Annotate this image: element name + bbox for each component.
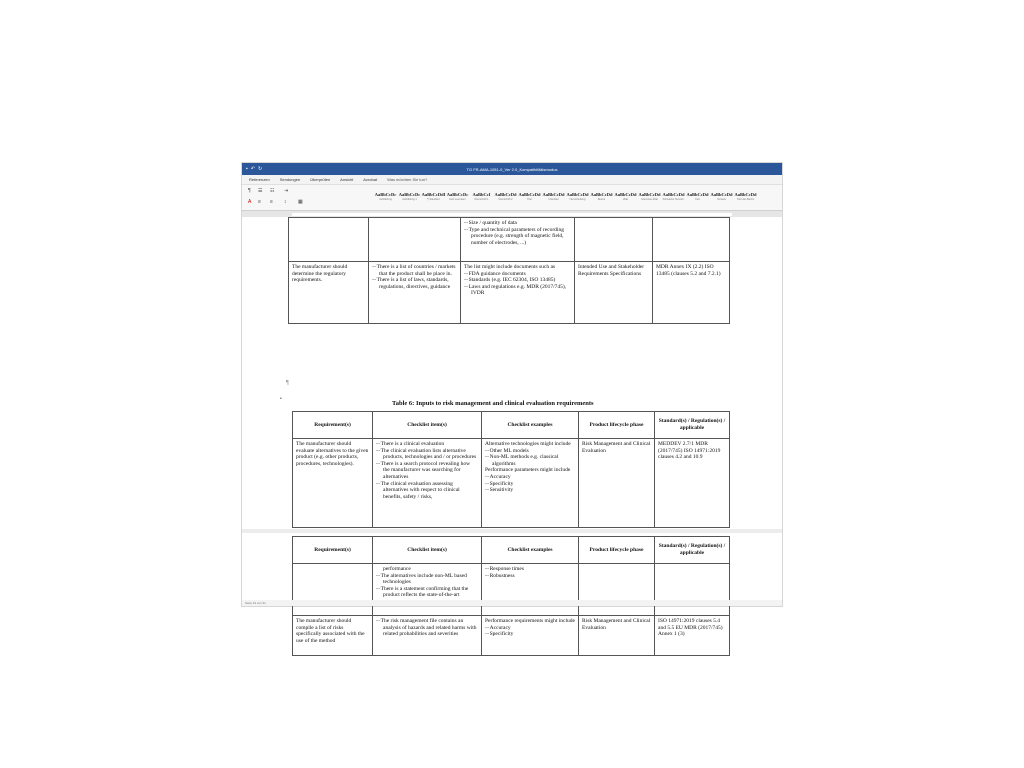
list-item: –·Accuracy	[485, 624, 511, 631]
list-item: –·Standards (e.g. IEC 62304, ISO 13485)	[464, 277, 556, 284]
cell	[293, 564, 373, 616]
header-checklist-items: Checklist item(s)	[373, 537, 482, 564]
cell	[575, 218, 653, 262]
table-row	[293, 439, 730, 528]
header-checklist-examples: Checklist examples	[482, 412, 579, 439]
list-item: –·There is a list of laws, standards, regulations, directives, guidance	[372, 277, 451, 290]
phase-cell: Risk Management and Clinical Evaluation	[579, 439, 655, 528]
style-swatch[interactable]	[446, 188, 469, 205]
header-lifecycle-phase: Product lifecycle phase	[579, 412, 655, 439]
requirement-cell: The manufacturer should determine the regulatory requirements.	[289, 262, 369, 324]
table-row	[293, 564, 730, 616]
table-header-row	[293, 412, 730, 439]
header-requirement: Requirement(s)	[293, 537, 373, 564]
style-preview: AaBbCcDd	[710, 191, 733, 197]
style-swatch[interactable]	[590, 188, 613, 205]
style-swatch[interactable]	[710, 188, 733, 205]
list-item: –·The risk management file contains an analysis of hazards and related harms with related probabilities and severities	[376, 618, 477, 638]
cell	[461, 218, 575, 262]
style-preview: AaBbCcDc	[374, 191, 397, 197]
list-item: –·There is a statement confirming that the product reflects the state-of-the-art	[376, 585, 469, 599]
cell	[655, 564, 730, 616]
status-bar: Seite 23 von 31	[242, 600, 782, 606]
style-name: Titel des Buchs	[737, 197, 754, 201]
style-swatch[interactable]	[422, 188, 445, 205]
table-caption: Table 6: Inputs to risk management and clinical evaluation requirements	[392, 400, 594, 407]
list-item: –·Non-ML methods e.g. classical algorithms	[485, 454, 559, 467]
ribbon-tab-tell-me[interactable]: Was möchten Sie tun?	[387, 177, 428, 182]
window-title: TG FR-AMA-1051-0_Ver 2.0_Kompatibilitätsmodus	[466, 166, 558, 172]
list-item: –·Type and technical parameters of recording procedure (e.g. strength of magnetic field, number of electrodes, ...)	[464, 226, 564, 246]
examples-intro: Alternative technologies might include	[485, 441, 571, 447]
ribbon-tab-acrobat[interactable]: Acrobat	[363, 177, 378, 182]
bullets-icon[interactable]: ☰	[258, 188, 263, 194]
bullet-mark: •	[280, 397, 282, 402]
table-header-row	[293, 537, 730, 564]
style-name: Hervorhebung	[569, 197, 586, 201]
table-row	[289, 218, 730, 262]
header-requirement: Requirement(s)	[293, 412, 373, 439]
list-item: –·Specificity	[485, 480, 514, 487]
phase-cell: Intended Use and Stakeholder Requirements Specifications	[575, 262, 653, 324]
style-name: ¶ Standard	[427, 197, 440, 201]
header-standards: Standard(s) / Regulation(s) / applicable	[655, 537, 730, 564]
style-name: Kein Leerraum	[449, 197, 466, 201]
style-swatch[interactable]	[470, 188, 493, 205]
style-name: Überschrift 2	[498, 197, 513, 201]
style-preview: AaBbCcI	[472, 191, 491, 197]
table-row	[293, 616, 730, 656]
align-center-icon[interactable]: ≡	[270, 199, 273, 205]
line-spacing-icon[interactable]: ↕	[284, 199, 287, 205]
style-preview: AaBbCcDd	[542, 191, 565, 197]
style-preview: AaBbCcDd	[734, 191, 757, 197]
style-preview: AaBbCcDd	[566, 191, 589, 197]
list-item: –·Size / quantity of data	[464, 220, 517, 226]
pilcrow-mark: ¶	[286, 380, 289, 386]
table-requirements-top	[288, 217, 730, 324]
examples-cell	[482, 616, 579, 656]
list-item: –·Response times	[485, 566, 524, 572]
redo-icon[interactable]: ↻	[257, 166, 263, 172]
checklist-cell	[369, 262, 461, 324]
cell	[369, 218, 461, 262]
standards-cell: MDR Annex IX (2.2) ISO 13485 (clauses 5.2 and 7.2.1)	[653, 262, 730, 324]
style-name: Überschrift 1	[474, 197, 489, 201]
examples-cell	[461, 262, 575, 324]
list-item: –·Sensitivity	[485, 487, 514, 494]
style-name: Intensives Zitat	[641, 197, 658, 201]
style-preview: AaBbCcDd	[590, 191, 613, 197]
table-row	[289, 262, 730, 324]
list-item-continued: performance	[383, 566, 411, 572]
style-preview: AaBbCcDd	[518, 191, 541, 197]
header-checklist-examples: Checklist examples	[482, 537, 579, 564]
style-preview: AaBbCcDd	[662, 191, 685, 197]
style-name: Titel	[527, 197, 532, 201]
style-preview: AaBbCcDc	[398, 191, 421, 197]
list-item: –·Laws and regulations e.g. MDR (2017/745), IVDR	[464, 283, 567, 297]
style-swatch[interactable]	[734, 188, 757, 205]
requirement-cell: The manufacturer should compile a list of risks specifically associated with the use of the method	[293, 616, 373, 656]
style-swatch[interactable]	[374, 188, 397, 205]
ribbon-tab-sendungen[interactable]: Sendungen	[279, 177, 301, 182]
style-name: Aufzählung 1	[402, 197, 417, 201]
standards-cell: ISO 14971:2019 clauses 5.4 and 5.5 EU MDR (2017/745) Annex 1 (3)	[655, 616, 730, 656]
checklist-cell	[373, 439, 482, 528]
undo-icon[interactable]: ↶	[250, 166, 255, 172]
style-preview: AaBbCcDd	[614, 191, 637, 197]
list-item: –·The clinical evaluation assessing alternatives with respect to clinical benefits, safety / risks,	[376, 480, 460, 500]
style-swatch[interactable]	[686, 188, 709, 205]
title-bar	[242, 163, 782, 175]
list-item: –·There is a search protocol revealing how the manufacturer was searching for alternatives	[376, 460, 471, 480]
ribbon-tab-überprüfen[interactable]: Überprüfen	[310, 177, 331, 182]
header-lifecycle-phase: Product lifecycle phase	[579, 537, 655, 564]
style-preview: AaBbCcDd	[638, 191, 661, 197]
style-name: Zitat	[623, 197, 628, 201]
word-window	[242, 163, 782, 644]
style-preview: AaBbCcDd	[686, 191, 709, 197]
cell	[653, 218, 730, 262]
ribbon-tab-ansicht[interactable]: Ansicht	[340, 177, 354, 182]
style-name: Verweis	[717, 197, 726, 201]
cell	[579, 564, 655, 616]
cell	[289, 218, 369, 262]
style-swatch[interactable]	[638, 188, 661, 205]
style-name: Schwache Hervorh.	[662, 197, 685, 201]
ribbon-toolbar	[242, 185, 782, 211]
list-item: –·Other ML models	[485, 447, 529, 454]
page-break	[242, 529, 782, 533]
examples-cell	[482, 564, 579, 616]
style-swatch[interactable]	[398, 188, 421, 205]
table-risk-inputs	[292, 411, 730, 528]
header-checklist-items: Checklist item(s)	[373, 412, 482, 439]
style-swatch[interactable]	[614, 188, 637, 205]
style-preview: AaBbCcDc	[446, 191, 469, 197]
requirement-cell: The manufacturer should evaluate alternatives to the given product (e.g. other products, procedures, technologies).	[293, 439, 373, 528]
standards-cell: MEDDEV 2.7/1 MDR (2017/745) ISO 14971:2019 clauses 4.2 and 10.9	[655, 439, 730, 528]
numbering-icon[interactable]: ☷	[270, 188, 275, 194]
paragraph-icon[interactable]: ¶	[248, 188, 251, 194]
phase-cell: Risk Management and Clinical Evaluation	[579, 616, 655, 656]
checklist-cell	[373, 616, 482, 656]
style-swatch[interactable]	[542, 188, 565, 205]
list-item: –·FDA guidance documents	[464, 270, 526, 277]
style-swatch[interactable]	[518, 188, 541, 205]
align-left-icon[interactable]: ≡	[258, 199, 261, 205]
ribbon-tab-referenzen[interactable]: Referenzen	[249, 177, 270, 182]
style-name: Betont	[597, 197, 606, 201]
list-item: –·The clinical evaluation lists alternative products, technologies and / or procedures	[376, 447, 477, 461]
indent-icon[interactable]: ⇥	[284, 188, 289, 194]
list-item: –·There is a list of countries / markets that the product shall be place in.	[372, 264, 456, 277]
style-name: Untertitel	[548, 197, 559, 201]
list-item: –·Specificity	[485, 631, 514, 638]
style-preview: AaBbCcDd	[494, 191, 517, 197]
examples-intro: Performance parameters might include	[485, 467, 571, 474]
examples-cell	[482, 439, 579, 528]
list-item: –·Robustness	[485, 572, 515, 579]
style-name: Aufzählung	[379, 197, 392, 201]
examples-intro: The list might include documents such as	[464, 264, 556, 270]
examples-intro: Performance requirements might include	[485, 618, 575, 624]
list-item: –·There is a clinical evaluation	[376, 441, 445, 447]
header-standards: Standard(s) / Regulation(s) / applicable	[655, 412, 730, 439]
list-item: –·Accuracy	[485, 473, 511, 480]
save-icon[interactable]: ▪	[246, 166, 248, 172]
shading-icon[interactable]: ▦	[298, 199, 303, 205]
ribbon-tabs	[242, 175, 782, 185]
styles-gallery	[374, 188, 757, 205]
font-color-icon[interactable]: A	[248, 199, 252, 205]
table-risk-inputs-continued	[292, 536, 730, 656]
checklist-cell	[373, 564, 482, 616]
style-swatch[interactable]	[566, 188, 589, 205]
style-swatch[interactable]	[662, 188, 685, 205]
style-swatch[interactable]	[494, 188, 517, 205]
style-name: Fett	[695, 197, 700, 201]
list-item: –·The alternatives include non-ML based technologies	[376, 572, 467, 586]
style-preview: AaBbCcDdI	[421, 191, 446, 197]
